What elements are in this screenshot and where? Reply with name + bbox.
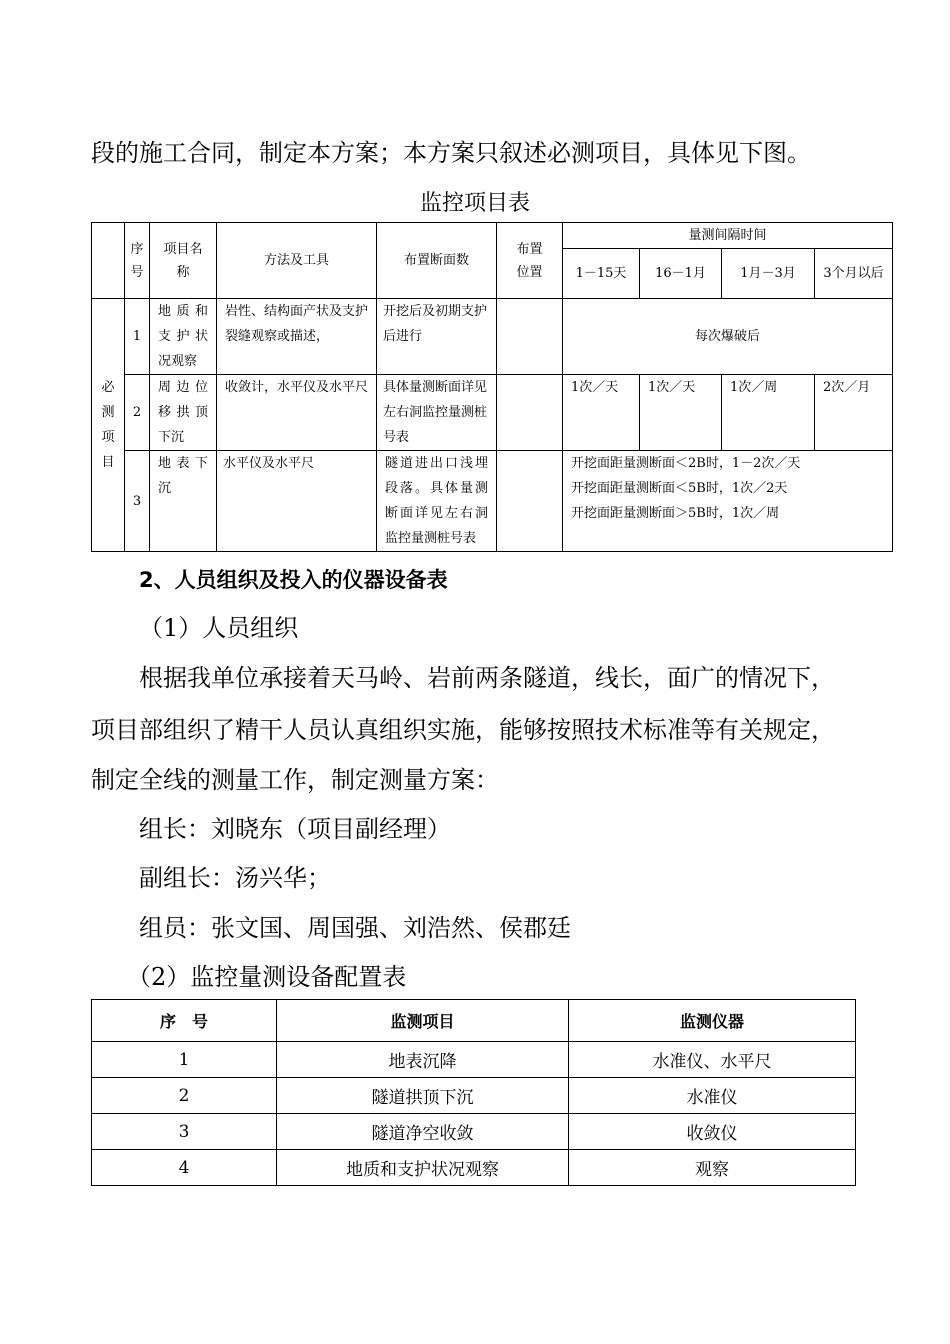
row1-method: 岩性、结构面产状及支护裂缝观察或描述，	[217, 299, 377, 375]
row2-position	[497, 375, 563, 451]
row1-item: 地质和支护状况观察	[150, 299, 217, 375]
paragraph-line: 项目部组织了精干人员认真组织实施，能够按照技术标准等有关规定，	[91, 716, 835, 744]
cell-instrument: 水准仪	[569, 1078, 856, 1114]
cell-seq: 1	[92, 1042, 277, 1078]
header-item: 项目名称	[150, 223, 217, 299]
row2-item: 周边位移拱顶下沉	[150, 375, 217, 451]
row2-method: 收敛计，水平仪及水平尺	[217, 375, 377, 451]
cell-instrument: 收敛仪	[569, 1114, 856, 1150]
cell-item: 隧道净空收敛	[277, 1114, 569, 1150]
row3-merged-line: 开挖面距量测断面＜2B时，1－2次／天	[571, 456, 801, 471]
cell-item: 隧道拱顶下沉	[277, 1078, 569, 1114]
row2-interval-1: 1次／天	[563, 375, 640, 451]
row2-interval-4: 2次／月	[815, 375, 893, 451]
group-label: 必测项目	[92, 299, 125, 552]
cell-seq: 2	[92, 1078, 277, 1114]
header-interval: 量测间隔时间	[563, 223, 893, 249]
cell-instrument: 水准仪、水平尺	[569, 1042, 856, 1078]
row1-merged: 每次爆破后	[563, 299, 893, 375]
section2-heading: 2、人员组织及投入的仪器设备表	[139, 568, 448, 592]
table-row	[92, 1042, 856, 1078]
row3-merged	[563, 451, 893, 552]
row1-sections: 开挖后及初期支护后进行	[377, 299, 497, 375]
corner-cell	[92, 223, 125, 299]
row3-item: 地表下沉	[150, 451, 217, 552]
header-position: 布置位置	[497, 223, 563, 299]
paragraph-line: 根据我单位承接着天马岭、岩前两条隧道，线长，面广的情况下，	[139, 664, 835, 692]
header-interval-3: 1月－3月	[722, 249, 815, 299]
cell-item: 地质和支护状况观察	[277, 1150, 569, 1186]
header-instrument: 监测仪器	[569, 1000, 856, 1042]
paragraph-line: 制定全线的测量工作，制定测量方案：	[91, 766, 499, 794]
table-row	[92, 1114, 856, 1150]
deputy-line: 副组长：汤兴华；	[139, 864, 331, 892]
cell-seq: 4	[92, 1150, 277, 1186]
header-interval-4: 3个月以后	[815, 249, 893, 299]
sub2-heading: （2）监控量测设备配置表	[127, 963, 407, 991]
table-row	[92, 1150, 856, 1186]
row1-position	[497, 299, 563, 375]
cell-seq: 3	[92, 1114, 277, 1150]
members-line: 组员：张文国、周国强、刘浩然、侯郡廷	[139, 914, 571, 942]
cell-instrument: 观察	[569, 1150, 856, 1186]
header-seq: 序号	[125, 223, 150, 299]
header-monitor-item: 监测项目	[277, 1000, 569, 1042]
row3-merged-line: 开挖面距量测断面＞5B时，1次／周	[571, 506, 780, 521]
header-seq: 序 号	[92, 1000, 277, 1042]
table1-title: 监控项目表	[419, 191, 530, 216]
intro-line: 段的施工合同，制定本方案；本方案只叙述必测项目，具体见下图。	[91, 139, 811, 167]
table-row	[92, 1078, 856, 1114]
monitoring-items-table	[91, 222, 893, 552]
cell-item: 地表沉降	[277, 1042, 569, 1078]
leader-line: 组长：刘晓东（项目副经理）	[139, 815, 451, 843]
row2-interval-2: 1次／天	[640, 375, 722, 451]
header-interval-2: 16－1月	[640, 249, 722, 299]
row2-seq: 2	[125, 375, 150, 451]
header-method: 方法及工具	[217, 223, 377, 299]
row3-merged-line: 开挖面距量测断面＜5B时，1次／2天	[571, 481, 788, 496]
row2-sections: 具体量测断面详见左右洞监控量测桩号表	[377, 375, 497, 451]
row3-method: 水平仪及水平尺	[217, 451, 377, 552]
equipment-table	[91, 999, 856, 1186]
row1-seq: 1	[125, 299, 150, 375]
row2-interval-3: 1次／周	[722, 375, 815, 451]
header-interval-1: 1－15天	[563, 249, 640, 299]
row3-position	[497, 451, 563, 552]
header-sections: 布置断面数	[377, 223, 497, 299]
sub1-heading: （1）人员组织	[139, 614, 299, 642]
row3-sections: 隧道进出口浅埋段落。具体量测断面详见左右洞监控量测桩号表	[377, 451, 497, 552]
row3-seq: 3	[125, 451, 150, 552]
